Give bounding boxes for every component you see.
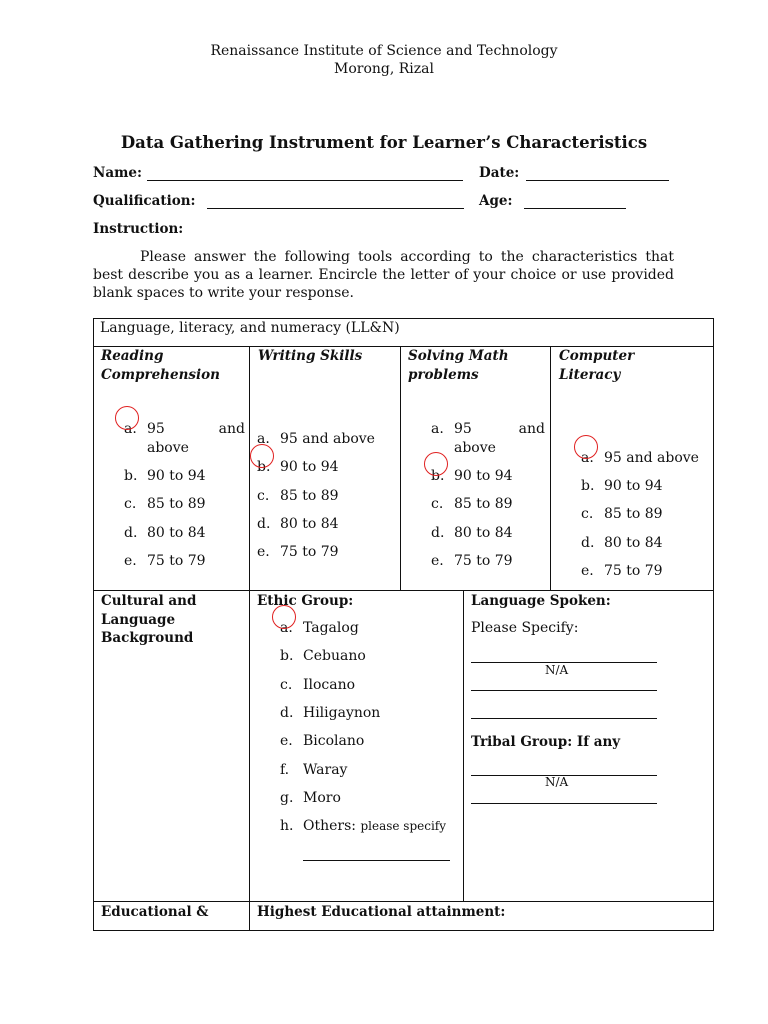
ethnic-option-g[interactable]: g. Moro: [280, 790, 341, 806]
cultural-label: Cultural and Language Background: [101, 593, 197, 646]
language-field-2[interactable]: [471, 690, 657, 691]
writing-option-d[interactable]: d. 80 to 84: [257, 516, 339, 532]
instruction-text: Please answer the following tools according to the characteristics that best describe you as a learner. Encircle the letter of your choice or use provided blank spaces to write your response.: [93, 249, 674, 301]
reading-option-a[interactable]: a. 95 and: [124, 421, 245, 437]
ethnic-option-a[interactable]: a. Tagalog: [280, 620, 359, 636]
language-field-3[interactable]: [471, 718, 657, 719]
ethnic-option-b[interactable]: b. Cebuano: [280, 648, 366, 664]
reading-option-b[interactable]: b. 90 to 94: [124, 468, 206, 484]
instruction-label: Instruction:: [93, 221, 184, 237]
name-field[interactable]: [147, 166, 463, 181]
col-writing-title: Writing Skills: [258, 348, 363, 364]
reading-option-c[interactable]: c. 85 to 89: [124, 496, 206, 512]
math-option-d[interactable]: d. 80 to 84: [431, 525, 513, 541]
institution-location: Morong, Rizal: [334, 61, 434, 77]
date-label: Date:: [479, 165, 520, 181]
computer-option-a[interactable]: a. 95 and above: [581, 450, 699, 466]
writing-option-b[interactable]: b. 90 to 94: [257, 459, 339, 475]
writing-option-e[interactable]: e. 75 to 79: [257, 544, 339, 560]
tribal-answer: N/A: [545, 775, 569, 789]
tribal-field-2[interactable]: [471, 803, 657, 804]
ethnic-group-title: Ethic Group:: [257, 593, 354, 609]
writing-option-c[interactable]: c. 85 to 89: [257, 488, 339, 504]
writing-option-a[interactable]: a. 95 and above: [257, 431, 375, 447]
writing-selection-circle: [250, 444, 274, 468]
computer-selection-circle: [574, 435, 598, 459]
ethnic-option-d[interactable]: d. Hiligaynon: [280, 705, 381, 721]
qualification-label: Qualification:: [93, 193, 196, 209]
ethnic-option-c[interactable]: c. Ilocano: [280, 677, 356, 693]
tribal-group-title: Tribal Group: If any: [471, 734, 621, 750]
col-math-title: Solving Math problems: [408, 348, 509, 383]
ethnic-option-f[interactable]: f. Waray: [280, 762, 348, 778]
educational-label: Educational &: [101, 904, 209, 920]
ethnic-option-e[interactable]: e. Bicolano: [280, 733, 365, 749]
col-reading-title: Reading Comprehension: [101, 348, 220, 383]
col-computer-title: Computer Literacy: [559, 348, 635, 383]
reading-selection-circle: [115, 406, 139, 430]
highest-education-label: Highest Educational attainment:: [257, 904, 506, 920]
math-option-a-cont: above: [454, 440, 496, 456]
institution-name: Renaissance Institute of Science and Technology: [210, 43, 558, 59]
math-option-c[interactable]: c. 85 to 89: [431, 496, 513, 512]
reading-option-e[interactable]: e. 75 to 79: [124, 553, 206, 569]
ethnic-others-field[interactable]: [303, 860, 450, 861]
name-label: Name:: [93, 165, 142, 181]
ethnic-selection-circle: [272, 605, 296, 629]
qualification-field[interactable]: [207, 194, 464, 209]
please-specify-label: Please Specify:: [471, 620, 579, 636]
reading-option-a-cont: above: [147, 440, 189, 456]
date-field[interactable]: [526, 166, 669, 181]
page-title: Data Gathering Instrument for Learner’s Characteristics: [120, 133, 648, 152]
computer-option-d[interactable]: d. 80 to 84: [581, 535, 663, 551]
section-llnu-label: Language, literacy, and numeracy (LL&N): [100, 320, 400, 336]
language-answer: N/A: [545, 663, 569, 677]
reading-option-d[interactable]: d. 80 to 84: [124, 525, 206, 541]
age-field[interactable]: [524, 194, 626, 209]
math-option-b[interactable]: b. 90 to 94: [431, 468, 513, 484]
computer-option-c[interactable]: c. 85 to 89: [581, 506, 663, 522]
age-label: Age:: [479, 193, 513, 209]
language-spoken-title: Language Spoken:: [471, 593, 611, 609]
ethnic-option-h[interactable]: h. Others: please specify: [280, 818, 447, 834]
math-option-a[interactable]: a. 95 and: [431, 421, 545, 437]
computer-option-b[interactable]: b. 90 to 94: [581, 478, 663, 494]
computer-option-e[interactable]: e. 75 to 79: [581, 563, 663, 579]
math-selection-circle: [424, 452, 448, 476]
math-option-e[interactable]: e. 75 to 79: [431, 553, 513, 569]
